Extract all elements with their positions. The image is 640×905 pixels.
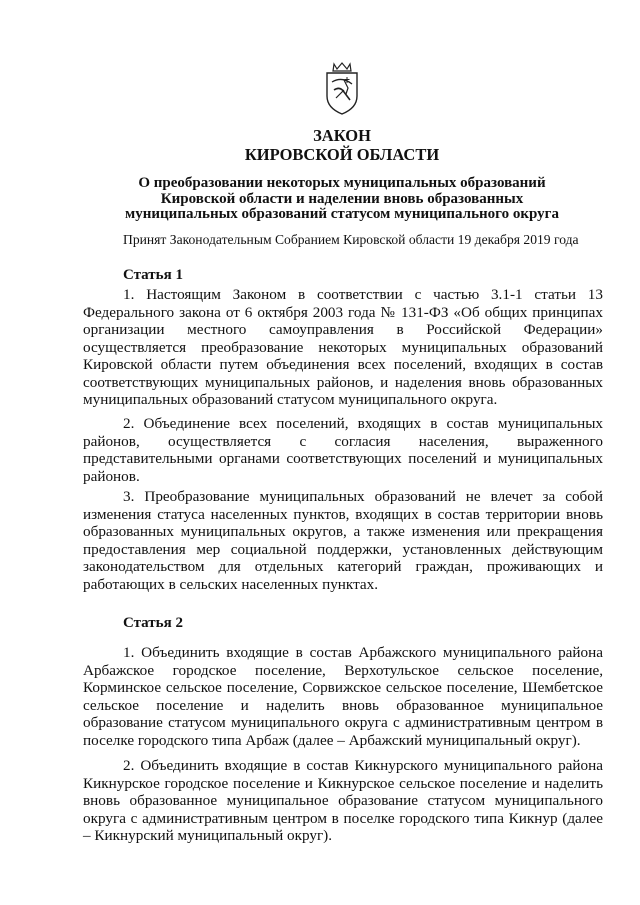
law-subtitle-line3: муниципальных образований статусом муниципального округа bbox=[125, 206, 559, 222]
law-subtitle bbox=[0, 176, 640, 223]
law-subtitle-line2: Кировской области и наделении вновь образованных bbox=[160, 190, 524, 207]
law-title bbox=[0, 126, 640, 164]
article-1-heading: Статья 1 bbox=[123, 267, 183, 283]
article-1-paragraph-1: 1. Настоящим Законом в соответствии с частью 3.1-1 статьи 13 Федерального закона от 6 октября 2003 года № 131-ФЗ «Об общих принципах организации местного самоуправления в Российской Федерации» осуществляется преобразование некоторых муниципальных образований Кировской области путем объединения всех поселений, входящих в состав соответствующих муниципальных районов, и наделения вновь образованных муниципальных образований статусом муниципального округа. bbox=[83, 286, 603, 408]
law-title-line2: КИРОВСКОЙ ОБЛАСТИ bbox=[244, 145, 440, 164]
law-subtitle-line1: О преобразовании некоторых муниципальных образований bbox=[138, 175, 546, 191]
article-1-paragraph-3: 3. Преобразование муниципальных образований не влечет за собой изменения статуса населенных пунктов, входящих в состав территории вновь образованных муниципальных округов, а также изменения или прекращения предоставления мер социальной поддержки, установленных действующим законодательством для отдельных категорий граждан, проживающих и работающих в сельских населенных пунктах. bbox=[83, 488, 603, 593]
coat-of-arms-icon bbox=[322, 60, 362, 116]
article-2-paragraph-1: 1. Объединить входящие в состав Арбажского муниципального района Арбажское городское поселение, Верхотульское сельское поселение, Корминское сельское поселение, Сорвижское сельское поселение, Шембетское сельское поселение и наделить вновь образованное муниципальное образование статусом муниципального округа с административным центром в поселке городского типа Арбаж (далее – Арбажский муниципальный округ). bbox=[83, 644, 603, 749]
article-2-heading: Статья 2 bbox=[123, 615, 183, 631]
adoption-note: Принят Законодательным Собранием Кировской области 19 декабря 2019 года bbox=[123, 232, 579, 247]
article-1-paragraph-2: 2. Объединение всех поселений, входящих в состав муниципальных районов, осуществляется с согласия населения, выраженного представительными органами соответствующих поселений и муниципальных районов. bbox=[83, 415, 603, 485]
law-title-line1: ЗАКОН bbox=[313, 126, 371, 145]
article-2-paragraph-2: 2. Объединить входящие в состав Кикнурского муниципального района Кикнурское городское поселение и Кикнурское сельское поселение и наделить вновь образованное муниципальное образование статусом муниципального округа с административным центром в поселке городского типа Кикнур (далее – Кикнурский муниципальный округ). bbox=[83, 757, 603, 844]
